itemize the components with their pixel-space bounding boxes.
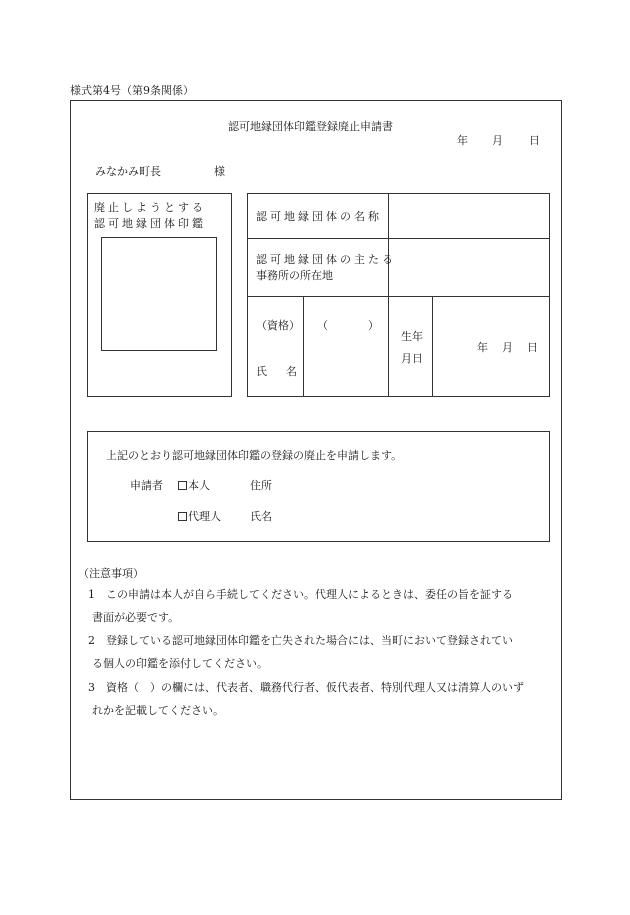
option-agent[interactable] (178, 511, 221, 522)
org-name-label: 認可地縁団体の名称 (256, 210, 382, 223)
qualification-label: （資格） (256, 319, 300, 332)
qualification-paren-close: ） (368, 319, 379, 332)
note-1-line1: この申請は本人が自ら手続してください。代理人によるときは、委任の旨を証する (106, 588, 513, 601)
org-name-field[interactable] (389, 194, 549, 238)
qualification-paren-open: （ (317, 319, 328, 332)
birth-year-label: 年 (477, 341, 488, 354)
note-3-number: 3 (88, 681, 95, 694)
note-3-line2: れかを記載してください。 (92, 704, 224, 717)
date-year-label: 年 (457, 134, 468, 147)
office-label-line2: 事務所の所在地 (256, 269, 333, 282)
option-agent-label: 代理人 (188, 510, 221, 523)
birth-day-label: 日 (527, 341, 538, 354)
name-label-1: 氏 (256, 365, 267, 378)
date-day-label: 日 (529, 134, 540, 147)
office-label-line1: 認可地縁団体の主たる (256, 253, 396, 266)
note-2-number: 2 (88, 634, 95, 647)
agent-checkbox[interactable] (178, 512, 187, 521)
note-2-line1: 登録している認可地縁団体印鑑を亡失された場合には、当町において登録されてい (106, 634, 513, 647)
option-self[interactable] (178, 480, 210, 491)
note-2-line2: る個人の印鑑を添付してください。 (92, 657, 268, 670)
applicant-name-label: 氏名 (250, 510, 272, 523)
notes-heading: （注意事項） (78, 567, 144, 580)
self-checkbox[interactable] (178, 481, 187, 490)
note-3-line1: 資格（ ）の欄には、代表者、職務代行者、仮代表者、特別代理人又は清算人のいず (106, 681, 524, 694)
applicant-label: 申請者 (130, 479, 163, 492)
form-number: 様式第4号（第9条関係） (70, 84, 194, 97)
table-row-divider-2 (247, 296, 550, 297)
seal-label-line2: 認可地縁団体印鑑 (94, 217, 206, 230)
name-label-2: 名 (286, 365, 297, 378)
seal-impression-box[interactable] (101, 237, 217, 351)
address-label: 住所 (250, 479, 272, 492)
date-month-label: 月 (492, 134, 503, 147)
birth-month-label: 月 (502, 341, 513, 354)
birth-label-line2: 月日 (401, 352, 423, 365)
seal-label-line1: 廃止しようとする (94, 201, 206, 214)
note-1-number: 1 (88, 588, 95, 601)
representative-name-field[interactable] (304, 297, 388, 396)
note-1-line2: 書面が必要です。 (92, 611, 180, 624)
option-self-label: 本人 (188, 479, 210, 492)
addressee-honorific: 様 (214, 165, 225, 178)
declaration-text: 上記のとおり認可地縁団体印鑑の登録の廃止を申請します。 (106, 449, 403, 462)
birth-label-line1: 生年 (401, 330, 423, 343)
addressee-name: みなかみ町長 (95, 165, 161, 178)
office-address-field[interactable] (389, 239, 549, 296)
form-title: 認可地縁団体印鑑登録廃止申請書 (228, 120, 393, 133)
table-col-divider-birth (432, 296, 433, 397)
